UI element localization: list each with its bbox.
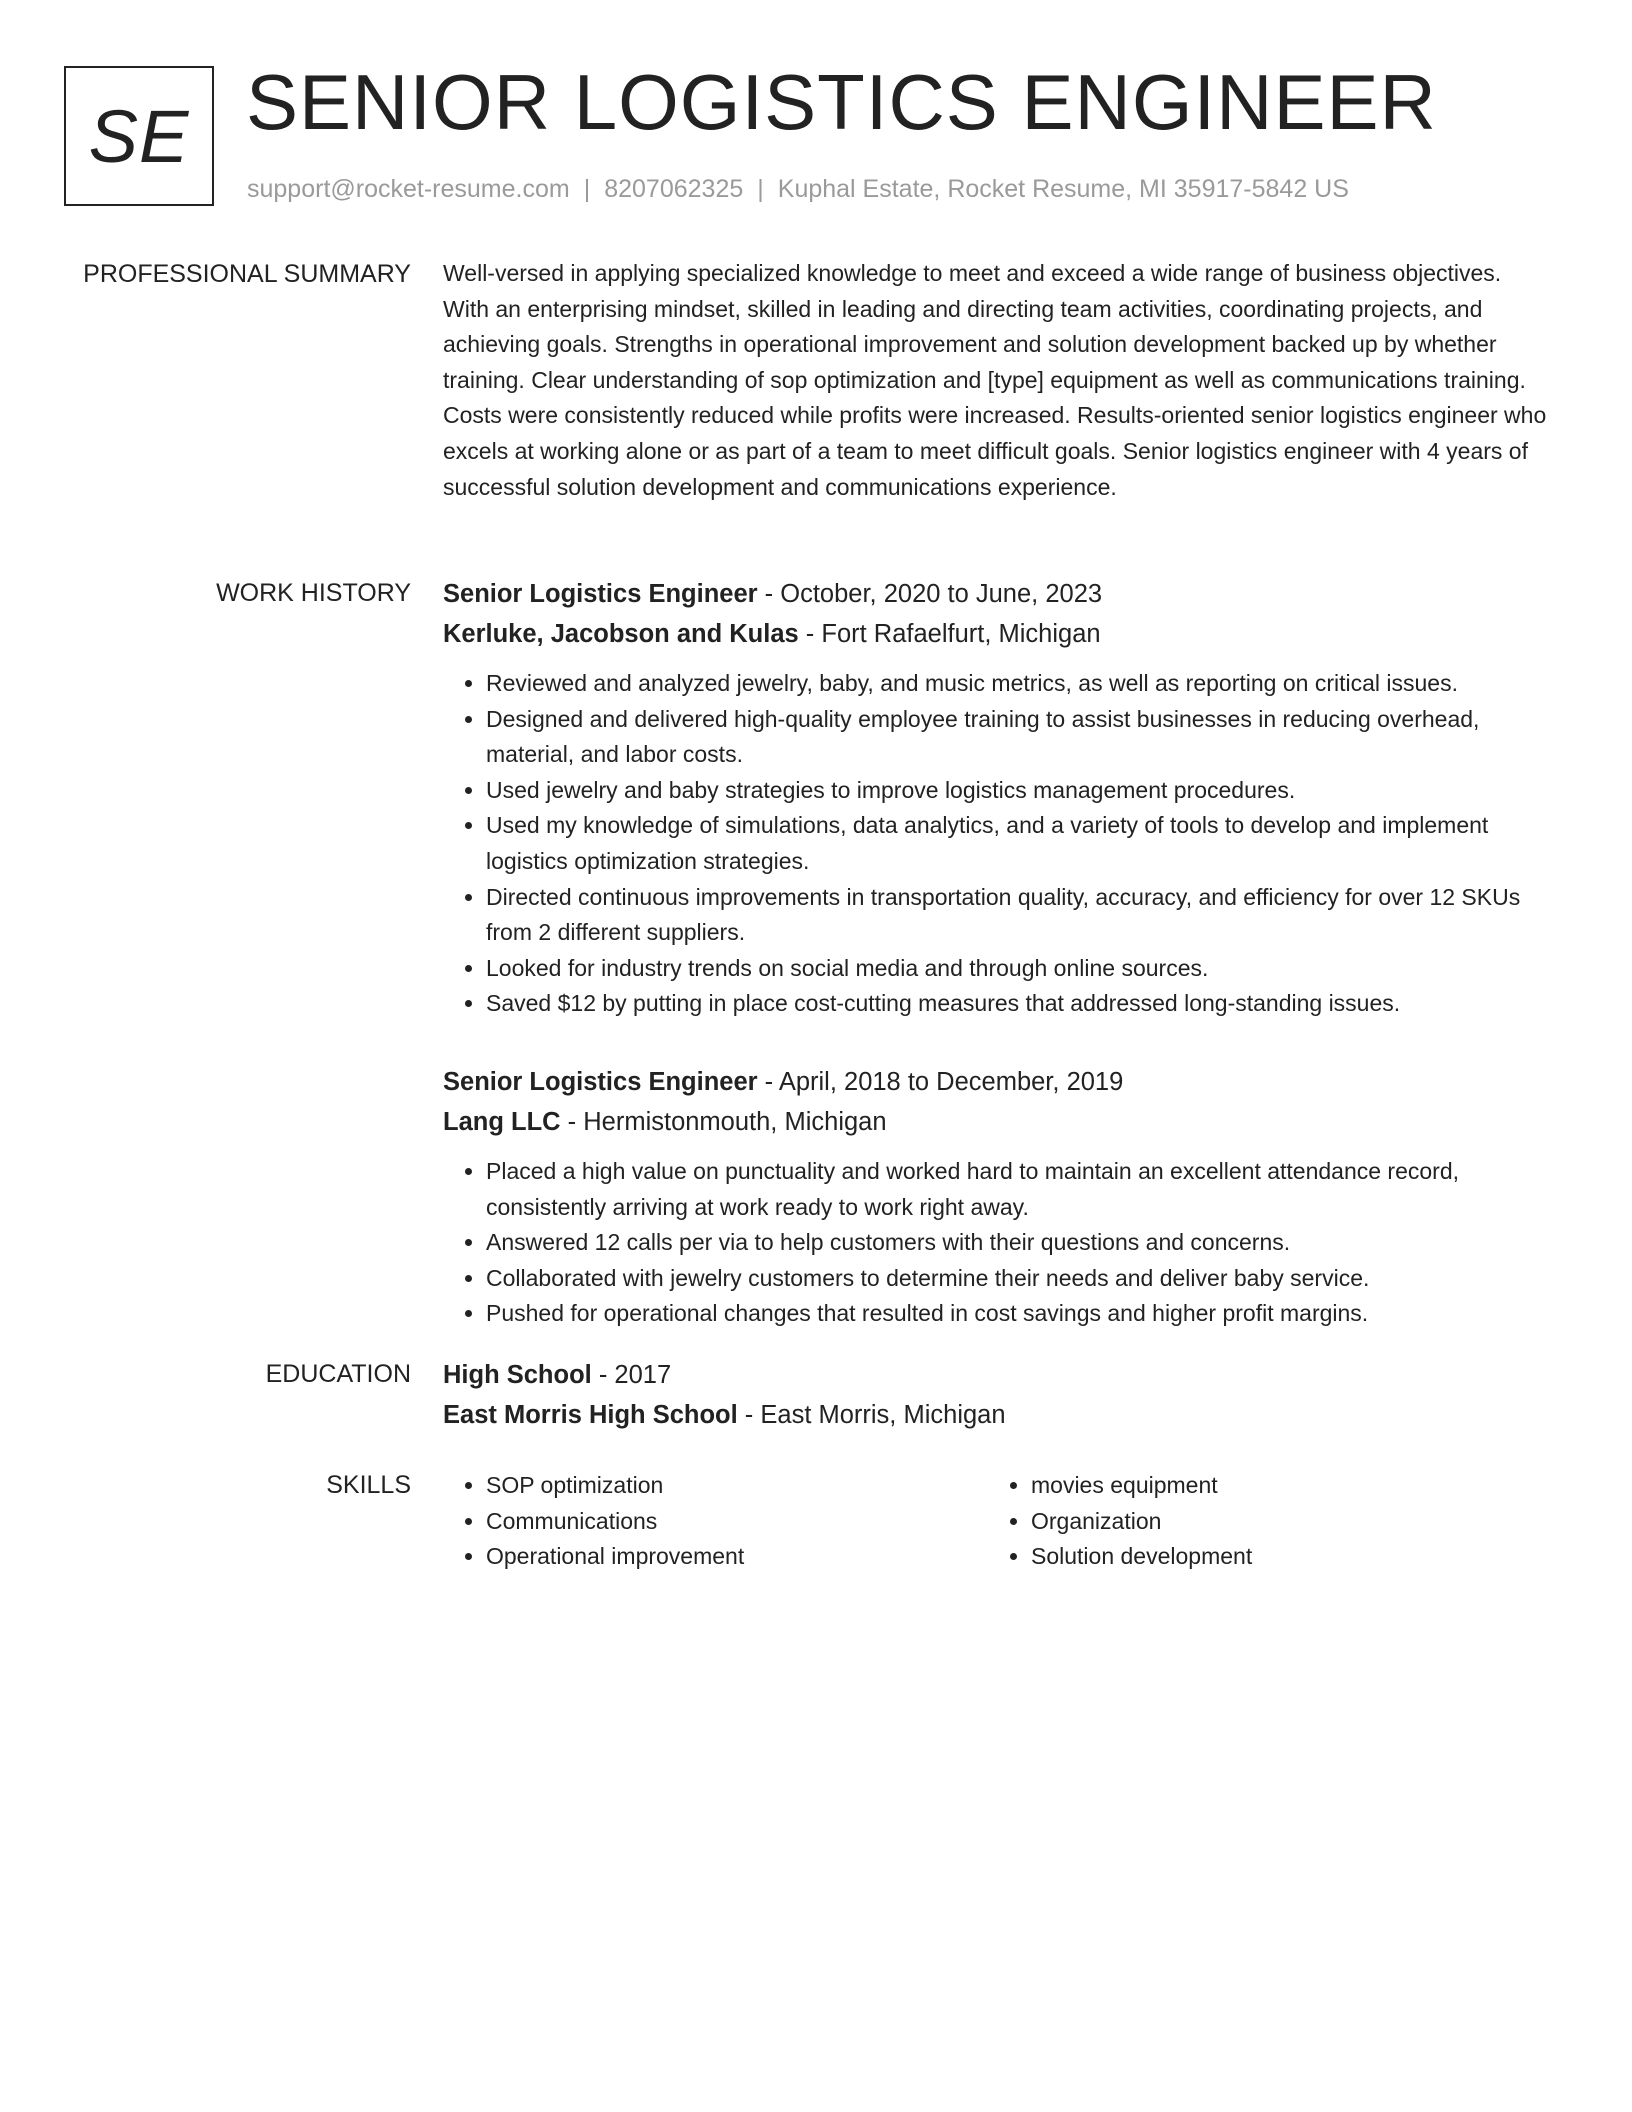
skills-body (443, 1468, 1553, 1575)
skill-item: • Organization (1031, 1504, 1533, 1540)
section-label-education: EDUCATION (265, 1360, 411, 1388)
job-location: - Hermistonmouth, Michigan (560, 1107, 887, 1136)
job-bullet: • Reviewed and analyzed jewelry, baby, and music metrics, as well as reporting on critical issues. (486, 666, 1553, 702)
education-school-line (443, 1395, 1553, 1435)
job-dates: - October, 2020 to June, 2023 (757, 580, 1103, 608)
summary-text: Well-versed in applying specialized knowledge to meet and exceed a wide range of business objectives. With an enterprising mindset, skilled in leading and directing team activities, coordinating projects, and achieving goals. Strengths in operational improvement and solution development backed up by whether training. Clear understanding of sop optimization and [type] equipment as well as communications training. Costs were consistently reduced while profits were increased. Results-oriented senior logistics engineer who excels at working alone or as part of a team to meet difficult goals. Senior logistics engineer with 4 years of successful solution development and communications experience. (443, 260, 1547, 500)
contact-separator: | (757, 175, 764, 203)
job-bullet: • Looked for industry trends on social media and through online sources. (486, 951, 1553, 987)
job-bullet: • Collaborated with jewelry customers to determine their needs and deliver baby service. (486, 1261, 1553, 1297)
skills-list (988, 1468, 1533, 1575)
contact-phone: 8207062325 (604, 175, 744, 203)
contact-email: support@rocket-resume.com (247, 175, 570, 203)
education-school: East Morris High School (443, 1401, 738, 1429)
job-bullet: • Saved $12 by putting in place cost-cutting measures that addressed long-standing issues. (486, 986, 1553, 1022)
job-company-line (443, 1102, 1553, 1142)
job-bullet: • Used jewelry and baby strategies to improve logistics management procedures. (486, 773, 1553, 809)
skills-grid (443, 1468, 1553, 1575)
job-bullets (443, 1154, 1553, 1332)
skill-item: • movies equipment (1031, 1468, 1533, 1504)
education-degree-line (443, 1355, 1553, 1395)
contact-address: Kuphal Estate, Rocket Resume, MI 35917-5842 US (777, 175, 1349, 203)
job-entry (443, 1062, 1553, 1332)
job-bullet: • Pushed for operational changes that resulted in cost savings and higher profit margins. (486, 1296, 1553, 1332)
job-bullet: • Designed and delivered high-quality employee training to assist businesses in reducing overhead, material, and labor costs. (486, 702, 1553, 773)
job-bullets (443, 666, 1553, 1022)
job-title-line (443, 574, 1553, 614)
skill-item: • Communications (486, 1504, 988, 1540)
skills-list (443, 1468, 988, 1575)
education-location: - East Morris, Michigan (737, 1401, 1006, 1429)
job-entry (443, 574, 1553, 1022)
skills-column-right (988, 1468, 1533, 1575)
education-year: - 2017 (591, 1361, 672, 1389)
summary-body (443, 256, 1553, 505)
section-label-work-history: WORK HISTORY (216, 579, 411, 607)
job-title: Senior Logistics Engineer (443, 1067, 758, 1096)
job-bullet: • Answered 12 calls per via to help customers with their questions and concerns. (486, 1225, 1553, 1261)
initials-monogram: SE (64, 66, 214, 206)
contact-separator: | (583, 175, 591, 203)
section-label-summary: PROFESSIONAL SUMMARY (83, 260, 411, 288)
job-dates: - April, 2018 to December, 2019 (757, 1067, 1124, 1096)
job-location: - Fort Rafaelfurt, Michigan (798, 620, 1101, 648)
job-bullet: • Directed continuous improvements in transportation quality, accuracy, and efficiency for over 12 SKUs from 2 different suppliers. (486, 880, 1553, 951)
contact-line (247, 172, 1349, 206)
job-company: Kerluke, Jacobson and Kulas (443, 620, 799, 648)
education-degree: High School (443, 1361, 592, 1389)
job-bullet: • Placed a high value on punctuality and worked hard to maintain an excellent attendance record, consistently arriving at work ready to work right away. (486, 1154, 1553, 1225)
job-company-line (443, 614, 1553, 654)
job-company: Lang LLC (443, 1107, 561, 1136)
skill-item: • Solution development (1031, 1539, 1533, 1575)
section-label-skills: SKILLS (326, 1471, 411, 1499)
job-bullet: • Used my knowledge of simulations, data analytics, and a variety of tools to develop and implement logistics optimization strategies. (486, 808, 1553, 879)
education-body (443, 1355, 1553, 1435)
job-title: Senior Logistics Engineer (443, 580, 758, 608)
skill-item: • Operational improvement (486, 1539, 988, 1575)
skills-column-left (443, 1468, 988, 1575)
skill-item: • SOP optimization (486, 1468, 988, 1504)
work-history-body (443, 574, 1553, 1332)
job-title-line (443, 1062, 1553, 1102)
resume-title: SENIOR LOGISTICS ENGINEER (246, 58, 1437, 146)
